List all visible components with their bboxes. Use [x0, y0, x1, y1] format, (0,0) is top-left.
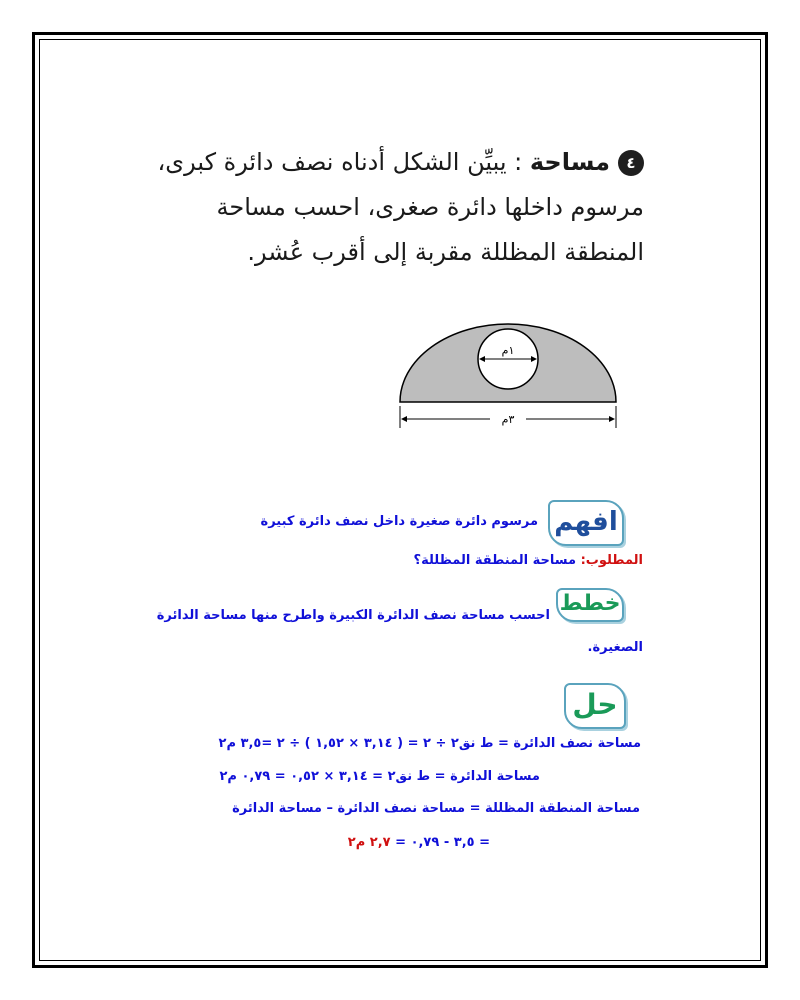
problem-line-1	[158, 140, 644, 185]
plan-text-2: الصغيرة.	[587, 640, 643, 655]
semicircle-diagram	[388, 322, 628, 432]
required-text: مساحة المنطقة المظللة؟	[413, 553, 577, 568]
big-diameter-label: ٣م	[501, 413, 515, 426]
understand-text: مرسوم دائرة صغيرة داخل نصف دائرة كبيرة	[260, 514, 538, 529]
problem-text-2: مرسوم داخلها دائرة صغرى، احسب مساحة	[216, 193, 644, 221]
solve-line-4	[348, 835, 490, 850]
problem-number-badge: ٤	[618, 150, 644, 176]
problem-statement	[158, 140, 644, 275]
plan-text-1: احسب مساحة نصف الدائرة الكبيرة واطرح منها مساحة الدائرة	[156, 608, 550, 623]
solve-line-4-result: ٢,٧ م٢	[347, 835, 391, 850]
solve-line-3: مساحة المنطقة المظللة = مساحة نصف الدائرة – مساحة الدائرة	[232, 801, 640, 816]
plan-tag-label: خطط	[559, 591, 621, 616]
understand-tag	[548, 500, 624, 546]
semicircle-figure	[388, 322, 628, 436]
problem-text-3: المنطقة المظللة مقربة إلى أقرب عُشر.	[247, 238, 644, 266]
plan-tag	[556, 588, 624, 622]
solve-tag	[564, 683, 626, 729]
required-line	[414, 553, 643, 568]
understand-tag-label: افهم	[554, 507, 618, 537]
problem-colon: :	[506, 148, 530, 176]
solve-line-2: مساحة الدائرة = ط نق٢ = ٣,١٤ × ٠,٥٢ = ٠,٧٩ م٢	[219, 769, 540, 784]
small-diameter-label: ١م	[501, 344, 515, 357]
solve-line-4-equation: = ٣,٥ - ٠,٧٩ =	[395, 835, 490, 850]
problem-text-1: يبيِّن الشكل أدناه نصف دائرة كبرى،	[157, 148, 507, 176]
problem-keyword: مساحة	[529, 148, 610, 176]
big-arrow-left-head	[401, 416, 407, 422]
solve-tag-label: حل	[572, 688, 618, 721]
big-arrow-right-head	[609, 416, 615, 422]
required-label: المطلوب:	[580, 553, 643, 568]
solve-line-1: مساحة نصف الدائرة = ط نق٢ ÷ ٢ = ( ٣,١٤ × ١,٥٢ ) ÷ ٢ =٣,٥ م٢	[218, 736, 641, 751]
